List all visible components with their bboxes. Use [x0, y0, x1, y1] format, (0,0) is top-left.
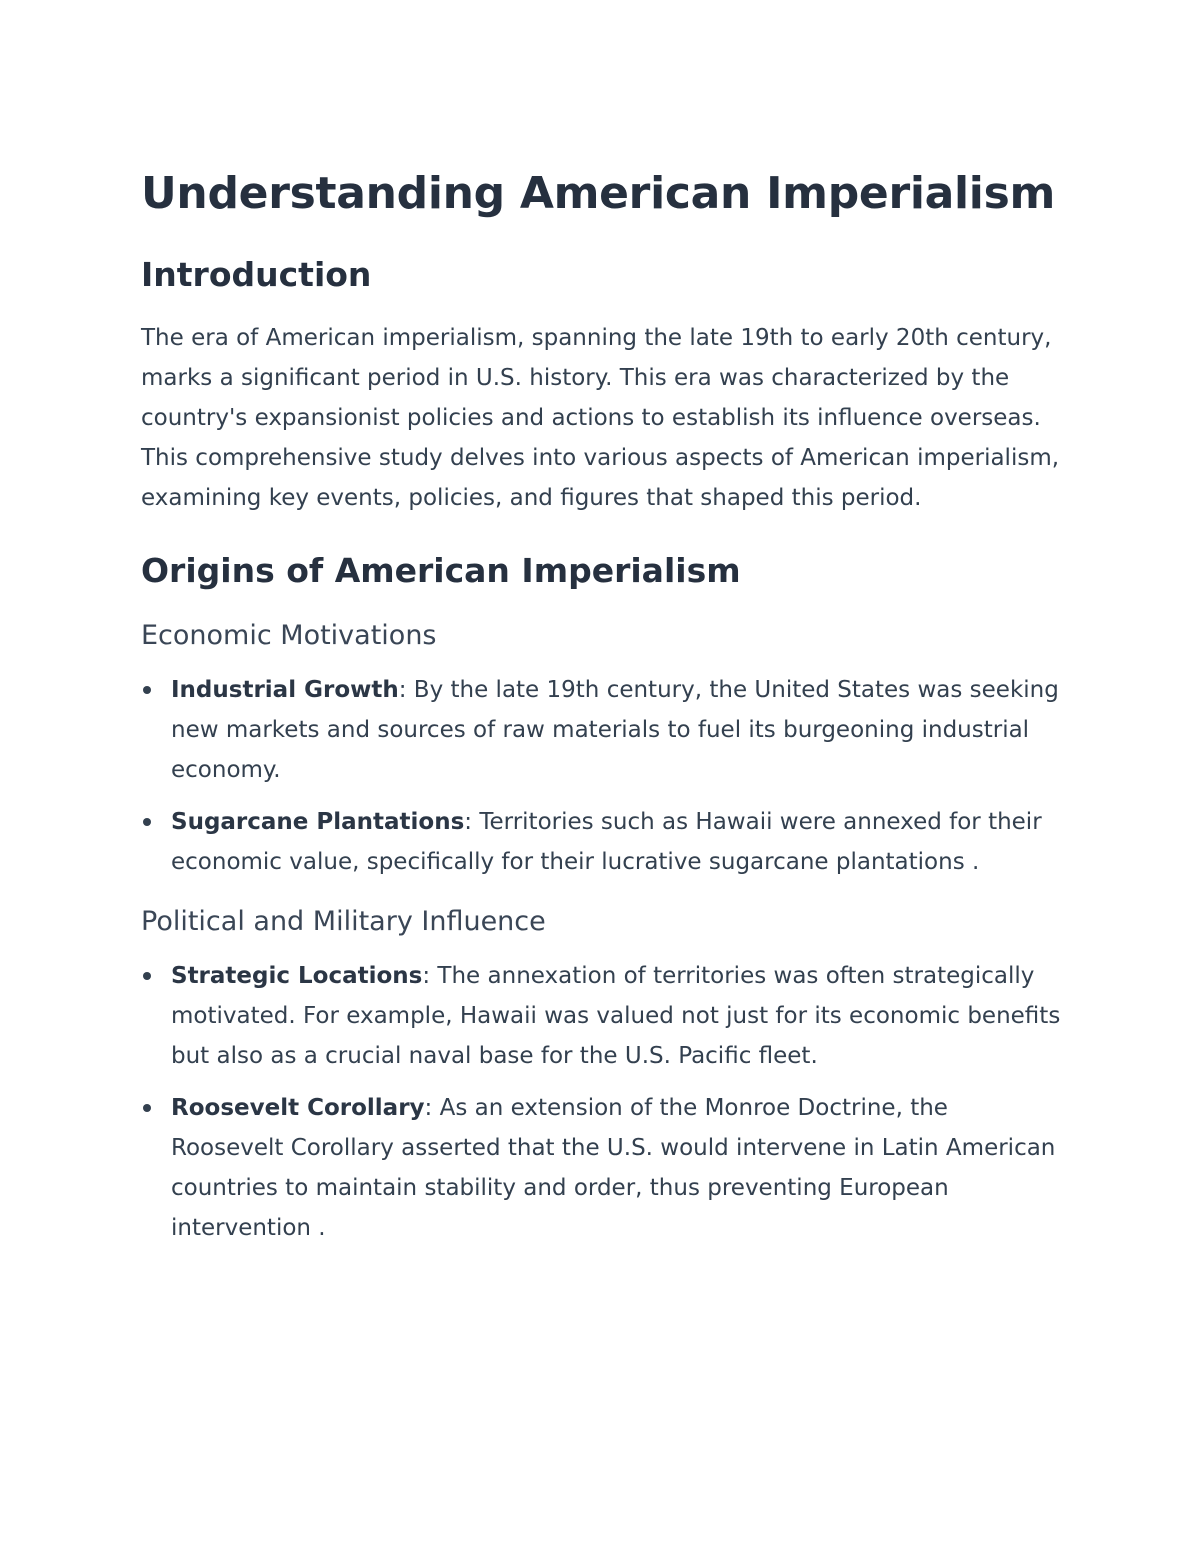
list-item-text: : By the late 19th century, the United States was seeking new markets and sources of raw materials to fuel its burgeoning industrial economy. [171, 677, 1059, 783]
origins-heading: Origins of American Imperialism [141, 551, 741, 590]
political-military-heading: Political and Military Influence [141, 906, 546, 937]
introduction-paragraph: The era of American imperialism, spanning the late 19th to early 20th century, marks a significant period in U.S. history. This era was characterized by the country's expansionist policies and actions to establish its influence overseas. This comprehensive study delves into various aspects of American imperialism, examining key events, policies, and figures that shaped this period. [141, 325, 1060, 511]
economic-motivations-heading: Economic Motivations [141, 620, 437, 651]
list-item-term: Industrial Growth [171, 677, 399, 703]
document-page [141, 160, 1061, 1260]
list-item-term: Roosevelt Corollary [171, 1095, 425, 1121]
list-item-term: Sugarcane Plantations [171, 809, 465, 835]
list-item-term: Strategic Locations [171, 963, 423, 989]
political-military-list [141, 956, 1061, 1248]
document-title: Understanding American Imperialism [141, 168, 1056, 219]
list-item [141, 802, 1061, 882]
list-item-text: : As an extension of the Monroe Doctrine, the Roosevelt Corollary asserted that the U.S. would intervene in Latin American countries to maintain stability and order, thus preventing European intervention . [171, 1095, 1056, 1241]
list-item-text: : Territories such as Hawaii were annexed for their economic value, specifically for their lucrative sugarcane plantations . [171, 809, 1042, 875]
list-item [141, 1088, 1061, 1248]
economic-motivations-list [141, 670, 1061, 882]
introduction-heading: Introduction [141, 255, 372, 294]
list-item [141, 956, 1061, 1076]
list-item-text: : The annexation of territories was often strategically motivated. For example, Hawaii was valued not just for its economic benefits but also as a crucial naval base for the U.S. Pacific fleet. [171, 963, 1061, 1069]
list-item [141, 670, 1061, 790]
